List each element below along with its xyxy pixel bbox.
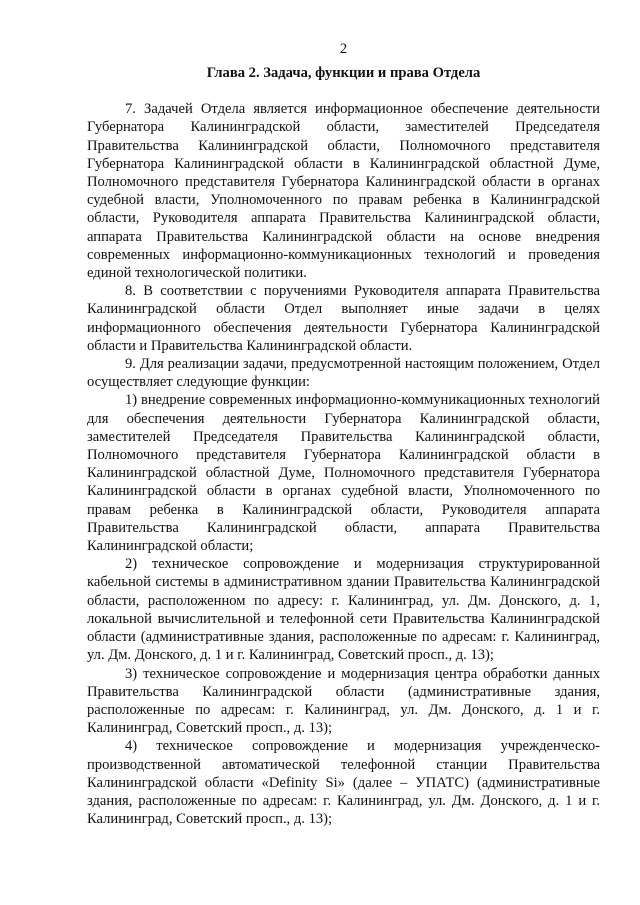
chapter-title: Глава 2. Задача, функции и права Отдела	[206, 65, 481, 81]
document-page	[87, 40, 600, 828]
paragraph-7: 7. Задачей Отдела является информационное обеспечение деятельности Губернатора Калининградской области, заместителей Председателя Правительства Калининградской области, Полномочного представителя Губернатора Калининградской области в Калининградской областной Думе, Полномочного представителя Губернатора Калининградской области в органах судебной власти, Уполномоченного по правам ребенка в Калининградской области, Руководителя аппарата Правительства Калининградской области, аппарата Правительства Калининградской области на основе внедрения современных информационно-коммуникационных технологий и проведения единой технологической политики.	[87, 101, 600, 282]
paragraph-9: 9. Для реализации задачи, предусмотренной настоящим положением, Отдел осуществляет следующие функции:	[87, 356, 600, 391]
function-item-4: 4) техническое сопровождение и модернизация учрежденческо-производственной автоматической телефонной станции Правительства Калининградской области «Definity Si» (далее – УПАТС) (административные здания, расположенные по адресам: г. Калининград, ул. Дм. Донского, д. 1 и г. Калининград, Советский просп., д. 13);	[87, 738, 600, 828]
paragraph-8: 8. В соответствии с поручениями Руководителя аппарата Правительства Калининградской области Отдел выполняет иные задачи в целях информационного обеспечения деятельности Губернатора Калининградской области и Правительства Калининградской области.	[87, 283, 600, 354]
page-number: 2	[339, 41, 348, 57]
function-item-2: 2) техническое сопровождение и модернизация структурированной кабельной системы в административном здании Правительства Калининградской области, расположенном по адресу: г. Калининград, ул. Дм. Донского, д. 1, локальной вычислительной и телефонной сети Правительства Калининградской области (административные здания, расположенные по адресам: г. Калининград, ул. Дм. Донского, д. 1 и г. Калининград, Советский просп., д. 13);	[87, 556, 600, 664]
function-item-1: 1) внедрение современных информационно-коммуникационных технологий для обеспечения деятельности Губернатора Калининградской области, заместителей Председателя Правительства Калининградской области, Полномочного представителя Губернатора Калининградской области в Калининградской областной Думе, Полномочного представителя Губернатора Калининградской области в органах судебной власти, Уполномоченного по правам ребенка в Калининградской области, Руководителя аппарата Правительства Калининградской области, аппарата Правительства Калининградской области;	[87, 392, 600, 555]
function-item-3: 3) техническое сопровождение и модернизация центра обработки данных Правительства Калининградской области (административные здания, расположенные по адресам: г. Калининград, ул. Дм. Донского, д. 1 и г. Калининград, Советский просп., д. 13);	[87, 665, 600, 737]
